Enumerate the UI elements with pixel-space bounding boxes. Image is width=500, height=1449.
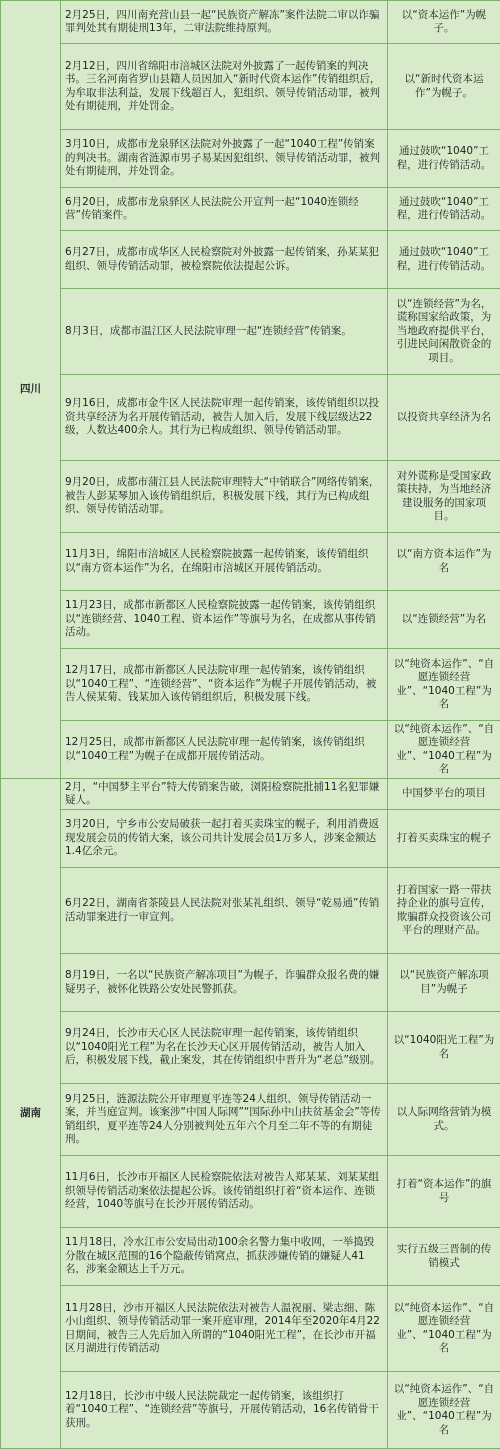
case-mode: 以“纯资本运作”、“自愿连锁经营业”、“1040工程”为名 <box>388 649 500 721</box>
case-description: 9月24日，长沙市天心区人民法院审理一起传销案，该传销组织以“1040阳光工程”为名在长沙天心区开展传销活动，被告人加入后，积极发展下线，截止案发，其在传销组织中晋升为“老总”级别。 <box>61 1012 388 1084</box>
case-description: 12月18日，长沙市中级人民法院裁定一起传销案，该组织打着“1040工程”、“连锁经营”等旗号，开展传销活动，16名传销骨干获刑。 <box>61 1372 388 1449</box>
table-row <box>1 533 500 591</box>
case-description: 3月10日，成都市龙泉驿区法院对外披露了一起“1040工程”传销案的判决书。湖南省涟源市男子易某因犯组织、领导传销活动罪，被判处有期徒刑，并处罚金。 <box>61 130 388 188</box>
case-description: 11月28日，沙市开福区人民法院依法对被告人温祝丽、梁志细、陈小山组织、领导传销活动罪一案开庭审理，2014年至2020年4月22日期间，被告三人先后加入所谓的“1040阳光工程”，在长沙市开福区月湖进行传销活动 <box>61 1286 388 1372</box>
case-description: 2月12日，四川省绵阳市涪城区法院对外披露了一起传销案的判决书。三名河南省罗山县籍人员因加入“新时代资本运作”传销组织后，为牟取非法利益，发展下线超百人，犯组织、领导传销活动罪，被判处有期徒刑，并处罚金。 <box>61 44 388 130</box>
table-row <box>1 375 500 461</box>
case-mode: 中国梦平台的项目 <box>388 779 500 810</box>
table-row <box>1 1156 500 1228</box>
case-description: 12月17日，成都市新都区人民法院审理一起传销案，该传销组织以“1040工程”、“连锁经营”、“资本运作”为幌子开展传销活动，被告人侯某菊、钱某加入该传销组织后，积极发展下线。 <box>61 649 388 721</box>
table-row <box>1 461 500 533</box>
case-description: 11月6日，长沙市开福区人民检察院依法对被告人郑某某、刘某某组织领导传销活动案依法提起公诉。该传销组织打着“资本运作、连锁经营，1040等旗号在长沙开展传销活动。 <box>61 1156 388 1228</box>
table-row <box>1 1012 500 1084</box>
case-mode: 打着买卖珠宝的幌子 <box>388 810 500 868</box>
case-mode: 以“新时代资本运作”为幌子。 <box>388 44 500 130</box>
table-row <box>1 591 500 649</box>
table-row <box>1 231 500 289</box>
case-mode: 以投资共享经济为名 <box>388 375 500 461</box>
table-row <box>1 188 500 231</box>
case-mode: 通过鼓吹“1040”工程，进行传销活动。 <box>388 188 500 231</box>
table-row <box>1 1084 500 1156</box>
case-description: 9月20日，成都市蒲江县人民法院审理特大“中销联合”网络传销案，被告人彭某琴加入该传销组织后，积极发展下线，其行为已构成组织、领导传销活动罪。 <box>61 461 388 533</box>
case-description: 11月23日，成都市新都区人民检察院披露一起传销案，该传销组织以“连锁经营、1040工程、资本运作”等旗号为名，在成都从事传销活动。 <box>61 591 388 649</box>
case-description: 3月20日，宁乡市公安局破获一起打着买卖珠宝的幌子，利用消费返现发展会员的传销大案，该公司共计发展会员1万多人，涉案金额达1.4亿余元。 <box>61 810 388 868</box>
table-row <box>1 721 500 779</box>
case-description: 6月22日，湖南省茶陵县人民法院对张某礼组织、领导“乾易通”传销活动罪案进行一审宣判。 <box>61 868 388 954</box>
table-row <box>1 868 500 954</box>
case-mode: 打着“资本运作”的旗号 <box>388 1156 500 1228</box>
case-mode: 通过鼓吹“1040”工程，进行传销活动。 <box>388 130 500 188</box>
case-description: 11月3日，绵阳市涪城区人民检察院披露一起传销案，该传销组织以“南方资本运作”为名，在绵阳市涪城区开展传销活动。 <box>61 533 388 591</box>
table-row <box>1 1286 500 1372</box>
case-mode: 通过鼓吹“1040”工程，进行传销活动。 <box>388 231 500 289</box>
province-cell: 湖南 <box>1 779 61 1449</box>
case-description: 8月3日，成都市温江区人民法院审理一起“连锁经营”传销案。 <box>61 289 388 375</box>
table-row <box>1 1 500 44</box>
case-description: 8月19日，一名以“民族资产解冻项目”为幌子，诈骗群众报名费的嫌疑男子，被怀化铁路公安处民警抓获。 <box>61 954 388 1012</box>
table-row <box>1 289 500 375</box>
case-mode: 以“1040阳光工程”为名 <box>388 1012 500 1084</box>
case-mode: 以“纯资本运作”、“自愿连锁经营业”、“1040工程”为名 <box>388 721 500 779</box>
case-mode: 以“连锁经营”为名，谎称国家给政策，为当地政府提供平台，引进民间闲散资金的项目。 <box>388 289 500 375</box>
case-mode: 以人际网络营销为模式。 <box>388 1084 500 1156</box>
case-description: 6月27日，成都市成华区人民检察院对外披露一起传销案，孙某某犯组织、领导传销活动罪，被检察院依法提起公诉。 <box>61 231 388 289</box>
table-row <box>1 1228 500 1286</box>
case-description: 9月25日，涟源法院公开审理夏平连等24人组织、领导传销活动一案，并当庭宣判。该案涉“中国人际网”“国际孙中山扶贫基金会”等传销组织，夏平连等24人分别被判处五年六个月至二年不等的有期徒刑。 <box>61 1084 388 1156</box>
table-row <box>1 1372 500 1449</box>
case-mode: 以“纯资本运作”、“自愿连锁经营业”、“1040工程”为名 <box>388 1372 500 1449</box>
table-row <box>1 130 500 188</box>
case-mode: 以“纯资本运作”、“自愿连锁经营业”、“1040工程”为名 <box>388 1286 500 1372</box>
case-description: 6月20日，成都市龙泉驿区人民法院公开宣判一起“1040连锁经营”传销案件。 <box>61 188 388 231</box>
table-row <box>1 649 500 721</box>
case-table-body <box>1 1 500 1449</box>
table-row <box>1 44 500 130</box>
table-row <box>1 810 500 868</box>
case-mode: 以“民族资产解冻项目”为幌子 <box>388 954 500 1012</box>
case-description: 12月25日，成都市新都区人民法院审理一起传销案，该传销组织以“1040工程”为幌子在成都开展传销活动。 <box>61 721 388 779</box>
case-description: 9月16日，成都市金牛区人民法院审理一起传销案，该传销组织以投资共享经济为名开展传销活动，被告人加入后，发展下线层级达22级，人数达400余人。其行为已构成组织、领导传销活动罪。 <box>61 375 388 461</box>
case-description: 11月18日，冷水江市公安局出动100余名警力集中收网，一举捣毁分散在城区范围的16个隐蔽传销窝点，抓获涉嫌传销的嫌疑人41名，涉案金额达上千万元。 <box>61 1228 388 1286</box>
case-mode: 打着国家一路一带扶持企业的旗号宣传，欺骗群众投资该公司平台的理财产品。 <box>388 868 500 954</box>
case-description: 2月25日，四川南充营山县一起“民族资产解冻”案件法院二审以诈骗罪判处其有期徒刑13年，二审法院维持原判。 <box>61 1 388 44</box>
case-mode: 以“资本运作”为幌子。 <box>388 1 500 44</box>
case-description: 2月，“中国梦主平台”特大传销案告破，浏阳检察院批捕11名犯罪嫌疑人。 <box>61 779 388 810</box>
case-mode: 对外谎称是受国家政策扶持，为当地经济建设服务的国家项目。 <box>388 461 500 533</box>
province-cell: 四川 <box>1 1 61 779</box>
case-mode: 以“连锁经营”为名 <box>388 591 500 649</box>
case-mode: 实行五级三晋制的传销模式 <box>388 1228 500 1286</box>
table-row <box>1 779 500 810</box>
case-mode: 以“南方资本运作”为名 <box>388 533 500 591</box>
table-row <box>1 954 500 1012</box>
